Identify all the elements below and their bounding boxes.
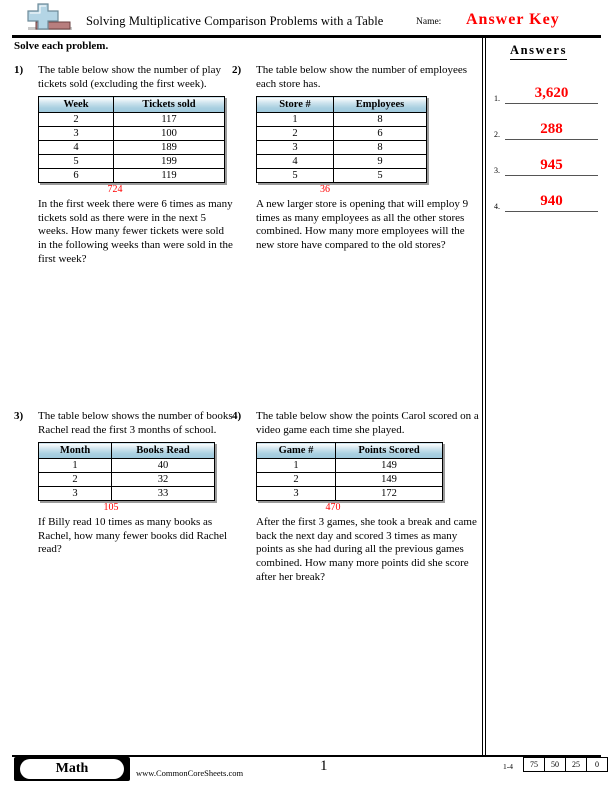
data-table [256, 442, 443, 501]
cell: 2 [39, 473, 112, 487]
problem-intro: The table below show the number of play tickets sold (excluding the first week). [38, 64, 221, 90]
score-cell: 75 [524, 758, 545, 771]
cell: 3 [39, 487, 112, 501]
cell: 149 [336, 459, 443, 473]
table-row [39, 169, 225, 183]
answer-number: 1. [494, 94, 500, 103]
page-number: 1 [320, 758, 328, 774]
table-sum-annotation: 105 [103, 502, 119, 514]
cell: 3 [39, 127, 114, 141]
answer-key-label: Answer Key [466, 11, 560, 28]
table-header-row [257, 443, 443, 459]
cell: 3 [257, 141, 334, 155]
cell: 40 [112, 459, 215, 473]
cell: 1 [257, 459, 336, 473]
problem-number: 1) [14, 64, 24, 76]
table-sum-annotation: 724 [107, 184, 123, 196]
table-row [257, 141, 427, 155]
cell: 199 [114, 155, 225, 169]
table-sum-annotation: 36 [320, 184, 330, 196]
table-row [257, 473, 443, 487]
data-table-wrapper [256, 442, 482, 513]
page-title: Solving Multiplicative Comparison Problems with a Table [86, 14, 384, 28]
data-table-wrapper [256, 96, 480, 195]
data-table [38, 442, 215, 501]
table-row [257, 155, 427, 169]
name-label: Name: [416, 17, 442, 27]
site-url: www.CommonCoreSheets.com [136, 768, 244, 778]
problem-question: If Billy read 10 times as many books as Rachel, how many fewer books did Rachel read? [38, 516, 228, 556]
answer-row [494, 140, 606, 176]
cell: 8 [334, 113, 427, 127]
column-header: Books Read [112, 443, 215, 459]
problem-number: 2) [232, 64, 242, 76]
problem-intro: The table below show the number of employees each store has. [256, 64, 468, 90]
answer-row [494, 176, 606, 212]
table-row [39, 487, 215, 501]
cell: 32 [112, 473, 215, 487]
table-header-row [39, 97, 225, 113]
column-header: Month [39, 443, 112, 459]
answer-number: 2. [494, 130, 500, 139]
cell: 4 [257, 155, 334, 169]
table-row [257, 127, 427, 141]
score-cell: 50 [545, 758, 566, 771]
score-cell: 0 [595, 760, 599, 769]
cell: 1 [39, 459, 112, 473]
table-header-row [39, 443, 215, 459]
cell: 117 [114, 113, 225, 127]
subject-badge [14, 757, 130, 781]
table-sum-annotation: 470 [325, 502, 341, 514]
data-table-wrapper [38, 96, 234, 195]
cell: 189 [114, 141, 225, 155]
column-header: Points Scored [336, 443, 443, 459]
problem-question: After the first 3 games, she took a break and came back the next day and scored 3 times as many points as she had during all the previous games combined. How many more points did she score after her break? [256, 516, 477, 583]
answer-number: 3. [494, 166, 500, 175]
score-cell: 25 [566, 758, 587, 771]
table-row [39, 155, 225, 169]
column-header: Tickets sold [114, 97, 225, 113]
cell: 119 [114, 169, 225, 183]
table-row [257, 169, 427, 183]
plus-block-icon [16, 3, 76, 35]
cell: 33 [112, 487, 215, 501]
instruction-text: Solve each problem. [14, 40, 109, 52]
cell: 172 [336, 487, 443, 501]
problem-number: 3) [14, 410, 24, 422]
table-row [39, 113, 225, 127]
problem-number: 4) [232, 410, 242, 422]
score-range-label: 1-4 [503, 762, 513, 771]
cell: 2 [257, 127, 334, 141]
table-row [257, 113, 427, 127]
score-scale [523, 757, 608, 772]
cell: 2 [257, 473, 336, 487]
cell: 3 [257, 487, 336, 501]
answer-value[interactable]: 945 [540, 157, 563, 173]
problem-intro: The table below shows the number of books Rachel read the first 3 months of school. [38, 410, 233, 436]
subject-badge-label: Math [20, 759, 124, 779]
data-table-wrapper [38, 442, 234, 513]
problem-question: A new larger store is opening that will employ 9 times as many employees as all the other stores combined. How many more employees will the new store have compared to the old stores? [256, 198, 469, 251]
cell: 100 [114, 127, 225, 141]
data-table [38, 96, 225, 183]
page-header [0, 0, 612, 36]
cell: 5 [334, 169, 427, 183]
answer-row [494, 68, 606, 104]
cell: 6 [39, 169, 114, 183]
cell: 5 [257, 169, 334, 183]
table-row [39, 141, 225, 155]
table-row [257, 487, 443, 501]
table-header-row [257, 97, 427, 113]
table-row [257, 459, 443, 473]
cell: 8 [334, 141, 427, 155]
cell: 149 [336, 473, 443, 487]
problem-intro: The table below show the points Carol scored on a video game each time she played. [256, 410, 479, 436]
problem-question: In the first week there were 6 times as many tickets sold as there were in the next 5 weeks. How many fewer tickets were sold in the following weeks than were sold in the first week? [38, 198, 233, 265]
column-header: Game # [257, 443, 336, 459]
cell: 2 [39, 113, 114, 127]
column-header: Employees [334, 97, 427, 113]
answer-line [505, 211, 598, 212]
answers-heading: Answers [510, 43, 567, 60]
answer-row [494, 104, 606, 140]
answer-number: 4. [494, 202, 500, 211]
table-row [39, 127, 225, 141]
cell: 6 [334, 127, 427, 141]
cell: 4 [39, 141, 114, 155]
answer-value[interactable]: 940 [540, 193, 563, 209]
data-table [256, 96, 427, 183]
cell: 9 [334, 155, 427, 169]
column-header: Week [39, 97, 114, 113]
table-row [39, 459, 215, 473]
answers-panel [486, 38, 612, 755]
cell: 5 [39, 155, 114, 169]
table-row [39, 473, 215, 487]
answer-value[interactable]: 288 [540, 121, 563, 137]
answer-value[interactable]: 3,620 [534, 85, 569, 101]
column-header: Store # [257, 97, 334, 113]
cell: 1 [257, 113, 334, 127]
